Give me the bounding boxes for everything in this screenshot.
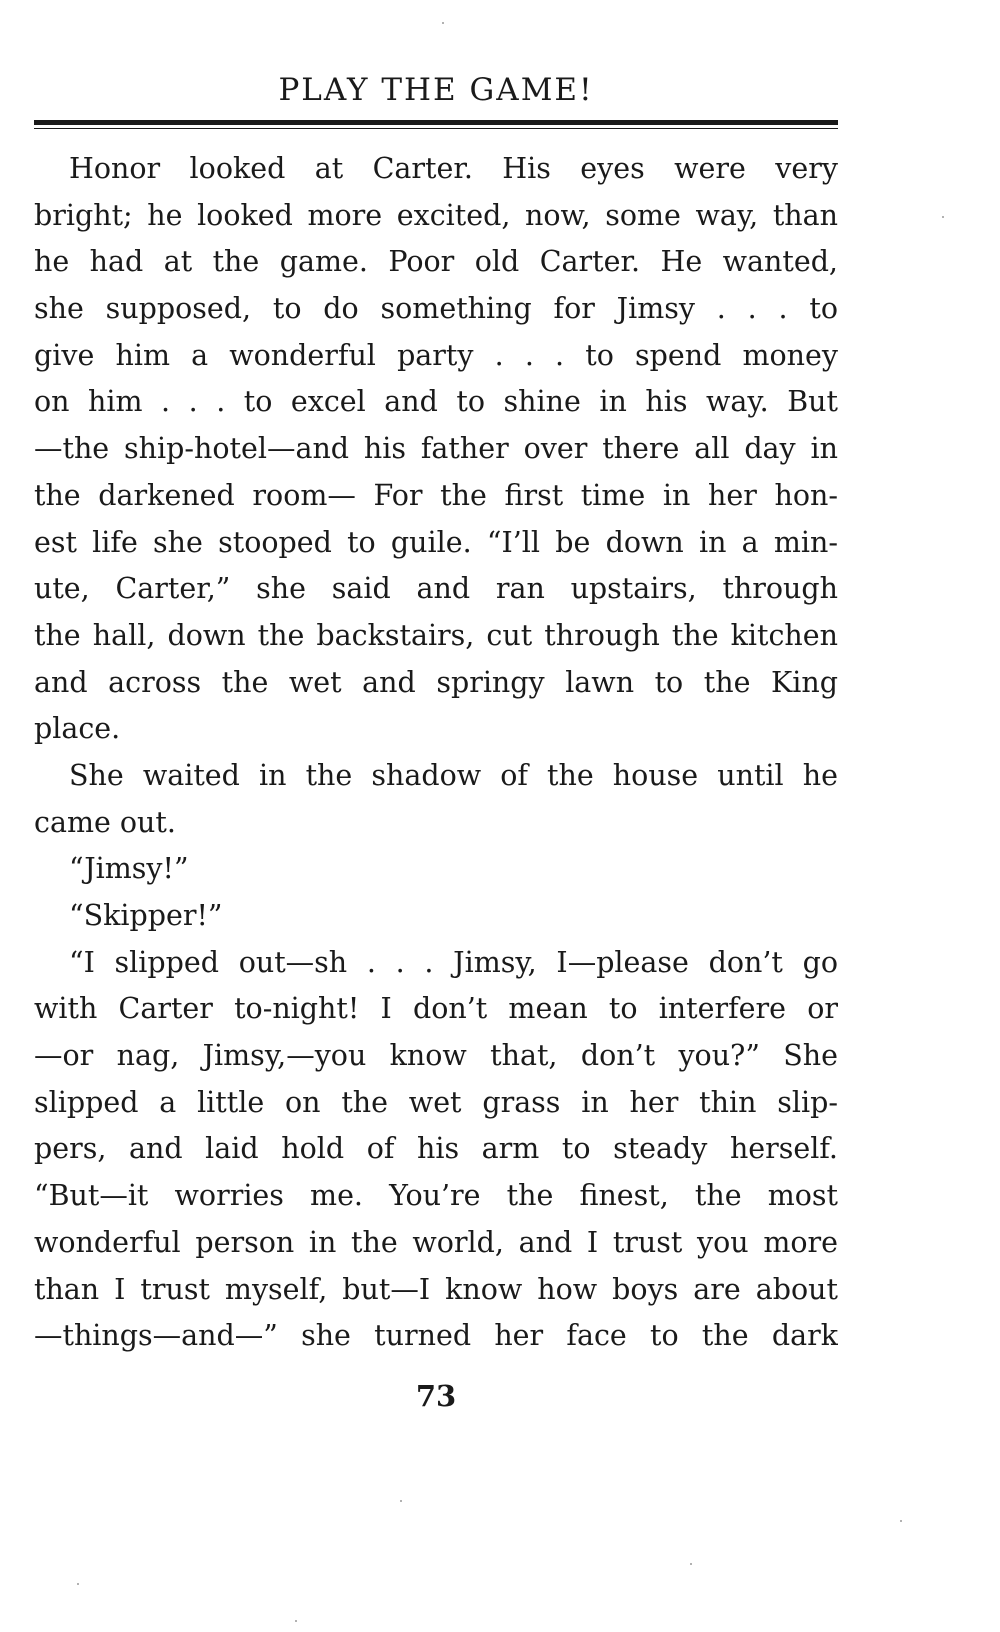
paper-speck [295,1620,297,1622]
text-line: bright; he looked more excited, now, some way, than [34,198,838,232]
text-line: than I trust myself, but—I know how boys are about [34,1272,838,1306]
text-line: —things—and—” she turned her face to the dark [34,1319,838,1353]
text-line: the darkened room— For the first time in her hon- [34,478,838,512]
text-line: and across the wet and springy lawn to the King [34,665,838,699]
paper-speck [900,1520,902,1522]
text-line: est life she stooped to guile. “I’ll be down in a min- [34,525,838,559]
text-line: ute, Carter,” she said and ran upstairs, through [34,572,838,606]
text-line: came out. [34,805,176,839]
text-line: “Jimsy!” [69,852,189,886]
header-rule [34,120,838,125]
header-rule-thin [34,128,838,129]
paper-speck [400,1500,402,1502]
text-line: “I slipped out—sh . . . Jimsy, I—please don’t go [69,945,838,979]
text-line: —the ship-hotel—and his father over there all day in [34,432,838,466]
text-line: She waited in the shadow of the house until he [69,758,838,792]
running-head: PLAY THE GAME! [278,72,594,108]
text-line: with Carter to-night! I don’t mean to interfere or [34,992,838,1026]
text-line: place. [34,712,121,746]
text-line: he had at the game. Poor old Carter. He wanted, [34,245,838,279]
body-text [34,146,838,1360]
text-line: pers, and laid hold of his arm to steady herself. [34,1132,838,1166]
text-line: “But—it worries me. You’re the finest, the most [34,1179,838,1213]
text-line: “Skipper!” [69,899,223,932]
paper-speck [77,1583,79,1585]
text-line: she supposed, to do something for Jimsy . . . to [34,292,838,326]
text-line: the hall, down the backstairs, cut through the kitchen [34,618,838,652]
text-line: slipped a little on the wet grass in her thin slip- [34,1085,838,1119]
paper-speck [942,216,944,218]
page-number: 73 [415,1379,457,1413]
text-line: Honor looked at Carter. His eyes were very [69,152,838,185]
text-line: give him a wonderful party . . . to spend money [34,338,838,372]
text-line: wonderful person in the world, and I trust you more [34,1225,838,1259]
text-line: —or nag, Jimsy,—you know that, don’t you?” She [34,1039,838,1073]
text-line: on him . . . to excel and to shine in his way. But [34,385,838,419]
paper-speck [690,1563,692,1565]
paper-speck [442,22,444,24]
